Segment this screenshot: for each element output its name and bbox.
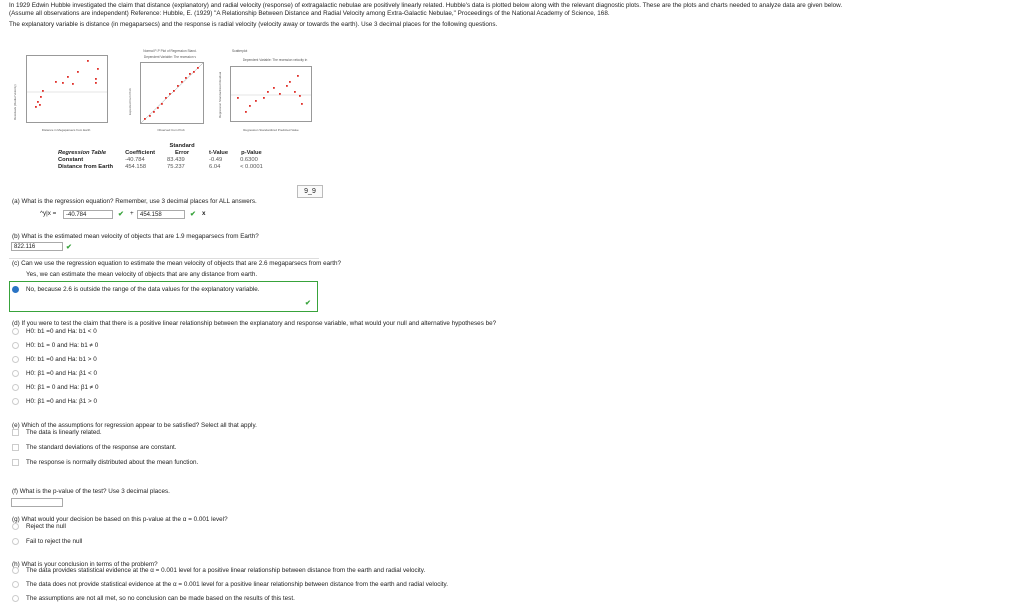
standard-error-header: Standard Error xyxy=(169,143,195,156)
residual-point xyxy=(67,76,69,78)
qd-option-3-label: H0: b1 =0 and Ha: b1 > 0 xyxy=(26,356,97,363)
residual-point xyxy=(87,60,89,62)
normal-point xyxy=(169,93,171,95)
scatter-point xyxy=(279,93,281,95)
scatter-point xyxy=(286,85,288,87)
qe-option-2-label: The standard deviations of the response are constant. xyxy=(26,444,177,451)
qh-option-3[interactable] xyxy=(12,594,295,604)
residual-plot-area xyxy=(26,55,108,123)
row-label-distance: Distance from Earth xyxy=(58,164,114,170)
residual-point xyxy=(35,106,37,108)
table-row xyxy=(52,164,269,171)
normal-point xyxy=(189,73,191,75)
normal-point xyxy=(165,97,167,99)
qh-option-1[interactable] xyxy=(12,566,425,576)
qd-option-6-label: H0: β1 =0 and Ha: β1 > 0 xyxy=(26,398,97,405)
residual-point xyxy=(97,68,99,70)
radio-button[interactable] xyxy=(12,567,19,574)
normal-point xyxy=(181,81,183,83)
radio-button[interactable] xyxy=(12,370,19,377)
normal-point xyxy=(177,85,179,87)
t-value-header: t-Value xyxy=(209,150,229,156)
normal-point xyxy=(197,67,199,69)
constant-t-value: -0.49 xyxy=(209,157,223,163)
residual-point xyxy=(37,101,39,103)
normal-point xyxy=(185,77,187,79)
checkbox[interactable] xyxy=(12,444,19,451)
x-variable-label: x xyxy=(202,210,206,217)
qd-option-4[interactable] xyxy=(12,369,97,379)
qd-option-5-label: H0: β1 = 0 and Ha: β1 ≠ 0 xyxy=(26,384,99,391)
qg-option-2[interactable] xyxy=(12,537,82,547)
radio-button[interactable] xyxy=(12,356,19,363)
question-g: (g) What would your decision be based on this p-value at the α = 0.001 level? xyxy=(12,516,228,523)
residual-point xyxy=(95,78,97,80)
residual-point xyxy=(95,82,97,84)
question-d: (d) If you were to test the claim that there is a positive linear relationship between the explanatory and response variable, what would your null and alternative hypotheses be? xyxy=(12,320,497,327)
distance-coefficient: 454.158 xyxy=(125,164,147,170)
qe-option-1-label: The data is linearly related. xyxy=(26,429,102,436)
normal-point xyxy=(153,111,155,113)
scatter-point xyxy=(301,103,303,105)
question-h: (h) What is your conclusion in terms of the problem? xyxy=(12,561,158,568)
qd-option-6[interactable] xyxy=(12,397,97,407)
normal-plot-title: Normal P-P Plot of Regression Stand. xyxy=(143,49,197,53)
normal-point xyxy=(193,71,195,73)
radio-button[interactable] xyxy=(12,342,19,349)
qh-option-1-label: The data provides statistical evidence at the α = 0.001 level for a positive linear relationship between distance from the earth and radial velocity. xyxy=(26,567,426,574)
qc-option-1[interactable] xyxy=(12,270,257,280)
qd-option-1[interactable] xyxy=(12,327,97,337)
residual-x-label: Distance in Megaparsecs from Earth xyxy=(41,128,91,132)
qh-option-2[interactable] xyxy=(12,580,448,590)
radio-button[interactable] xyxy=(12,286,19,293)
residual-y-label: Residuals (Radial Velocity) xyxy=(13,84,17,120)
qd-option-3[interactable] xyxy=(12,355,97,365)
qc-option-2[interactable] xyxy=(12,285,259,295)
intro-line-2: (Assume all observations are independent) Reference: Hubble, E. (1929) "A Relationship Between Distance and Radial Velocity among Extra-Galactic Nebulae," Proceedings of the National Academy of Science, 168. xyxy=(9,10,610,17)
row-label-constant: Constant xyxy=(58,157,84,163)
question-a: (a) What is the regression equation? Remember, use 3 decimal places for ALL answers. xyxy=(12,198,257,205)
constant-p-value: 0.6300 xyxy=(240,157,258,163)
residual-point xyxy=(77,71,79,73)
residual-point xyxy=(39,104,41,106)
scatter-plot-area xyxy=(230,66,312,122)
check-icon: ✔ xyxy=(190,211,196,218)
p-value-input[interactable] xyxy=(11,498,63,507)
scatter-title: Scatterplot xyxy=(232,49,248,53)
normal-point xyxy=(149,115,151,117)
scatter-point xyxy=(237,97,239,99)
constant-coefficient: -40.784 xyxy=(125,157,145,163)
scatter-x-label: Regression Standardized Predicted Value xyxy=(243,128,299,132)
qd-option-5[interactable] xyxy=(12,383,99,393)
qd-option-4-label: H0: β1 =0 and Ha: β1 < 0 xyxy=(26,370,97,377)
check-icon: ✔ xyxy=(66,244,72,251)
question-c: (c) Can we use the regression equation to estimate the mean velocity of objects that are 2.6 megaparsecs from earth? xyxy=(12,260,342,267)
radio-button[interactable] xyxy=(12,384,19,391)
normal-point xyxy=(161,103,163,105)
qh-option-2-label: The data does not provide statistical evidence at the α = 0.001 level for a positive linear relationship between distance from the earth and radial velocity. xyxy=(26,581,448,588)
qg-option-1-label: Reject the null xyxy=(26,523,66,530)
regression-table-title: Regression Table xyxy=(58,150,107,156)
qe-option-1[interactable] xyxy=(12,428,102,438)
radio-button[interactable] xyxy=(12,538,19,545)
mean-velocity-input[interactable]: 822.116 xyxy=(11,242,63,251)
radio-button[interactable] xyxy=(12,523,19,530)
intro-text xyxy=(9,2,1019,29)
residual-point xyxy=(40,96,42,98)
check-icon: ✔ xyxy=(118,211,124,218)
scatter-point xyxy=(245,111,247,113)
divider xyxy=(9,258,319,259)
qd-option-1-label: H0: b1 =0 and Ha: b1 < 0 xyxy=(26,328,97,335)
normal-point xyxy=(157,107,159,109)
scatter-y-label: Regression Standardized Residual xyxy=(218,71,222,118)
scatter-point xyxy=(249,105,251,107)
qe-option-3[interactable] xyxy=(12,458,198,468)
scatter-subtitle: Dependent Variable: The recession velocity in xyxy=(242,58,308,62)
residual-point xyxy=(55,81,57,83)
regression-equation-prefix: ^y|x = xyxy=(40,210,57,217)
scatter-plot-points xyxy=(231,67,311,121)
qd-option-2-label: H0: b1 = 0 and Ha: b1 ≠ 0 xyxy=(26,342,99,349)
qe-option-3-label: The response is normally distributed about the mean function. xyxy=(26,459,199,466)
qg-option-2-label: Fail to reject the null xyxy=(26,538,83,545)
radio-button[interactable] xyxy=(12,328,19,335)
normal-plot-area xyxy=(140,62,204,124)
regression-table xyxy=(52,143,269,171)
normal-x-label: Observed Cum Prob xyxy=(157,128,185,132)
qc-option-2-label: No, because 2.6 is outside the range of the data values for the explanatory variable. xyxy=(26,286,260,293)
constant-standard-error: 83.439 xyxy=(167,157,185,163)
distance-t-value: 6.04 xyxy=(209,164,221,170)
scatter-point xyxy=(263,97,265,99)
normal-y-label: Expected Cum Prob xyxy=(128,88,132,115)
normal-plot-subtitle: Dependent Variable: The recession v xyxy=(143,55,197,59)
normal-point xyxy=(173,90,175,92)
scatter-point xyxy=(255,100,257,102)
coefficient-header: Coefficient xyxy=(125,150,156,156)
residual-plot-points xyxy=(27,56,107,122)
intro-line-1: In 1929 Edwin Hubble investigated the claim that distance (explanatory) and radial velocity (response) of extragalactic nebulae are positively linearly related. Hubble's data is plotted below along with the relevant diagnostic plots. These are the plots and charts needed to analyze data are given below. xyxy=(9,2,843,9)
qe-option-2[interactable] xyxy=(12,443,177,453)
table-row xyxy=(52,157,269,164)
intro-line-3: The explanatory variable is distance (in megaparsecs) and the response is radial velocity (velocity away or towards the earth). Use 3 decimal places for the following questions. xyxy=(9,21,498,28)
residual-point xyxy=(72,83,74,85)
qh-option-3-label: The assumptions are not all met, so no conclusion can be made based on the results of this test. xyxy=(26,595,295,602)
question-e: (e) Which of the assumptions for regression appear to be satisfied? Select all that apply. xyxy=(12,422,257,429)
normal-point xyxy=(144,118,146,120)
question-f: (f) What is the p-value of the test? Use 3 decimal places. xyxy=(12,488,170,495)
check-icon: ✔ xyxy=(305,300,311,307)
p-value-header: p-Value xyxy=(241,150,262,156)
question-b: (b) What is the estimated mean velocity of objects that are 1.9 megaparsecs from Earth? xyxy=(12,233,259,240)
score-badge: 9_9 xyxy=(297,185,323,198)
radio-button[interactable] xyxy=(12,398,19,405)
radio-button[interactable] xyxy=(12,595,19,602)
normal-plot-points xyxy=(141,63,203,123)
residual-point xyxy=(42,90,44,92)
qd-option-2[interactable] xyxy=(12,341,98,351)
scatter-point xyxy=(267,91,269,93)
residual-point xyxy=(62,82,64,84)
regression-table-header-row xyxy=(52,143,269,157)
checkbox[interactable] xyxy=(12,429,19,436)
radio-button[interactable] xyxy=(12,581,19,588)
qc-option-1-label: Yes, we can estimate the mean velocity of objects that are any distance from earth. xyxy=(26,271,258,278)
scatter-point xyxy=(289,81,291,83)
slope-input[interactable]: 454.158 xyxy=(137,210,185,219)
qg-option-1[interactable] xyxy=(12,522,66,532)
scatter-point xyxy=(297,75,299,77)
intercept-input[interactable]: -40.784 xyxy=(63,210,113,219)
distance-p-value: < 0.0001 xyxy=(240,164,263,170)
checkbox[interactable] xyxy=(12,459,19,466)
distance-standard-error: 75.237 xyxy=(167,164,185,170)
plus-sign: + xyxy=(130,210,134,217)
scatter-point xyxy=(294,91,296,93)
scatter-point xyxy=(273,87,275,89)
scatter-point xyxy=(299,95,301,97)
